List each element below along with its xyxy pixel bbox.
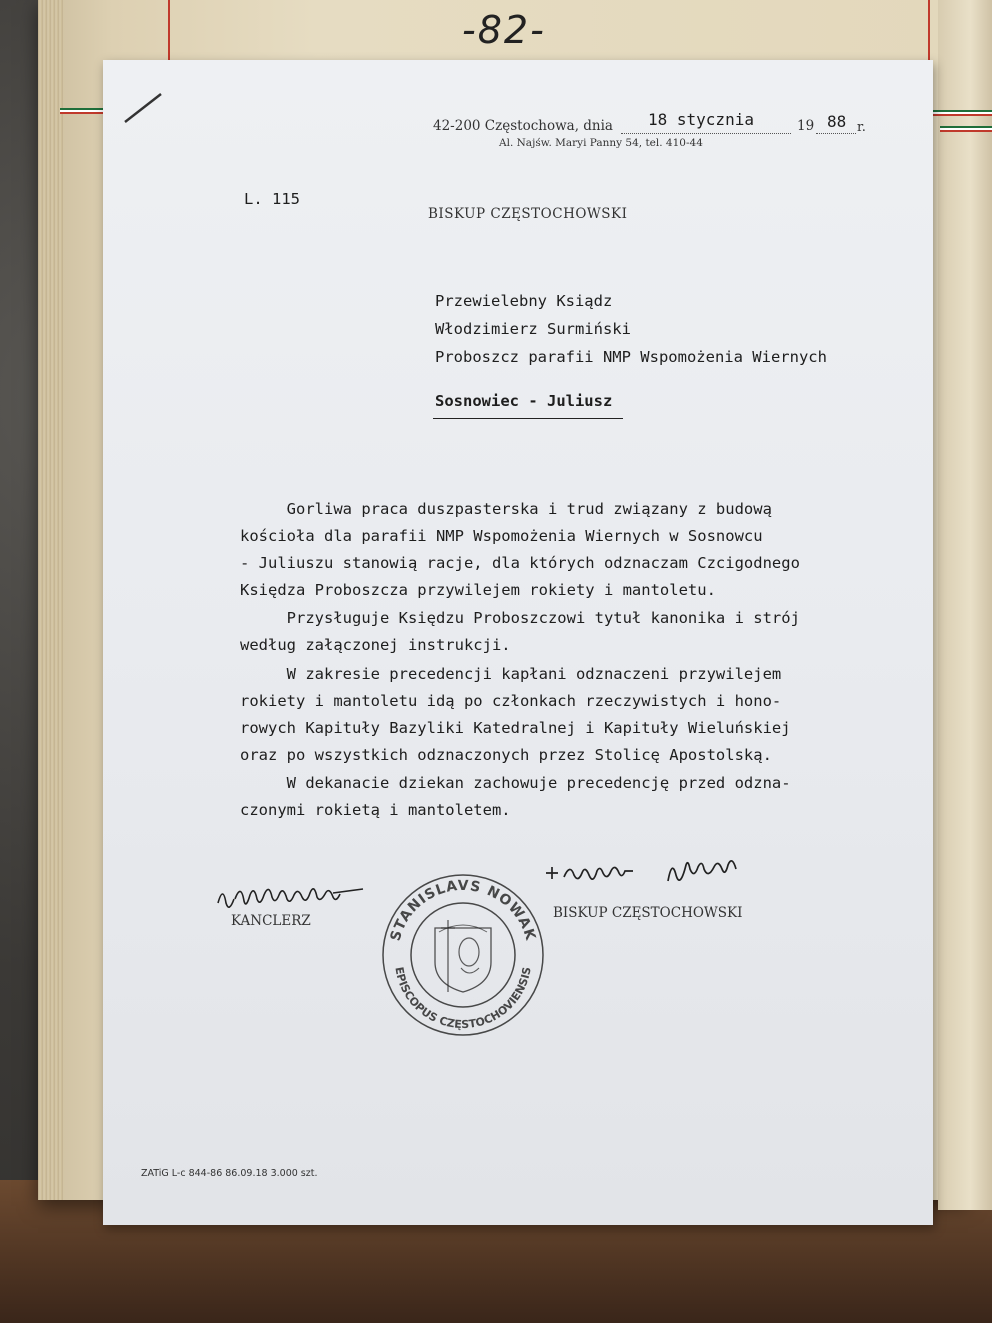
recipient-place: Sosnowiec - Juliusz bbox=[435, 392, 613, 410]
page-stack-edge bbox=[38, 0, 64, 1200]
body-line-9: rowych Kapituły Bazyliki Katedralnej i Kapituły Wieluńskiej bbox=[240, 719, 791, 737]
chancellor-signature bbox=[213, 875, 383, 915]
flag-stripe-right bbox=[930, 110, 992, 116]
body-line-7: W zakresie precedencji kapłani odznaczeni przywilejem bbox=[240, 665, 782, 683]
printer-note: ZATiG L-c 844-86 86.09.18 3.000 szt. bbox=[141, 1168, 318, 1179]
year-suffix: 88 bbox=[827, 112, 847, 131]
body-line-3: - Juliuszu stanowią racje, dla których odznaczam Czcigodnego bbox=[240, 554, 800, 572]
body-line-10: oraz po wszystkich odznaczonych przez Stolicę Apostolską. bbox=[240, 746, 772, 764]
bishop-signature bbox=[538, 855, 768, 895]
body-line-8: rokiety i mantoletu idą po członkach rzeczywistych i hono- bbox=[240, 692, 782, 710]
pencil-mark bbox=[121, 88, 171, 128]
reference-number: L. 115 bbox=[244, 190, 300, 208]
body-line-4: Księdza Proboszcza przywilejem rokiety i mantoletu. bbox=[240, 581, 716, 599]
date-day-month: 18 stycznia bbox=[648, 110, 754, 129]
flag-stripe-far-right bbox=[940, 126, 992, 132]
body-line-1: Gorliwa praca duszpasterska i trud związany z budową bbox=[240, 500, 772, 518]
date-fill-line bbox=[621, 133, 791, 134]
year-abbrev: r. bbox=[857, 120, 866, 135]
body-line-12: czonymi rokietą i mantoletem. bbox=[240, 801, 511, 819]
recipient-place-underline bbox=[433, 418, 623, 419]
facing-page-edge bbox=[938, 0, 992, 1210]
body-line-2: kościoła dla parafii NMP Wspomożenia Wiernych w Sosnowcu bbox=[240, 527, 763, 545]
body-line-6: według załączonej instrukcji. bbox=[240, 636, 511, 654]
svg-text:EPISCOPUS CZĘSTOCHOVIENSIS: EPISCOPUS CZĘSTOCHOVIENSIS bbox=[392, 965, 534, 1032]
letterhead-city: 42-200 Częstochowa, dnia bbox=[433, 118, 613, 134]
sender-heading: BISKUP CZĘSTOCHOWSKI bbox=[428, 206, 628, 222]
letterhead-address: Al. Najśw. Maryi Panny 54, tel. 410-44 bbox=[499, 137, 703, 149]
recipient-name: Włodzimierz Surmiński bbox=[435, 320, 631, 338]
flag-stripe-left bbox=[60, 108, 104, 114]
handwritten-page-number: -82- bbox=[462, 8, 546, 52]
year-fill-line bbox=[816, 133, 856, 134]
year-prefix: 19 bbox=[797, 118, 815, 134]
svg-text:STANISLAVS NOWAK: STANISLAVS NOWAK bbox=[387, 877, 539, 943]
recipient-position: Proboszcz parafii NMP Wspomożenia Wiernych bbox=[435, 348, 827, 366]
recipient-salutation: Przewielebny Ksiądz bbox=[435, 292, 613, 310]
bishop-seal-stamp bbox=[373, 870, 553, 1040]
chancellor-title: KANCLERZ bbox=[231, 913, 311, 929]
body-line-5: Przysługuje Księdzu Proboszczowi tytuł kanonika i strój bbox=[240, 609, 800, 627]
bishop-title: BISKUP CZĘSTOCHOWSKI bbox=[553, 905, 743, 921]
letter-sheet bbox=[103, 60, 933, 1225]
body-line-11: W dekanacie dziekan zachowuje precedencję przed odzna- bbox=[240, 774, 791, 792]
